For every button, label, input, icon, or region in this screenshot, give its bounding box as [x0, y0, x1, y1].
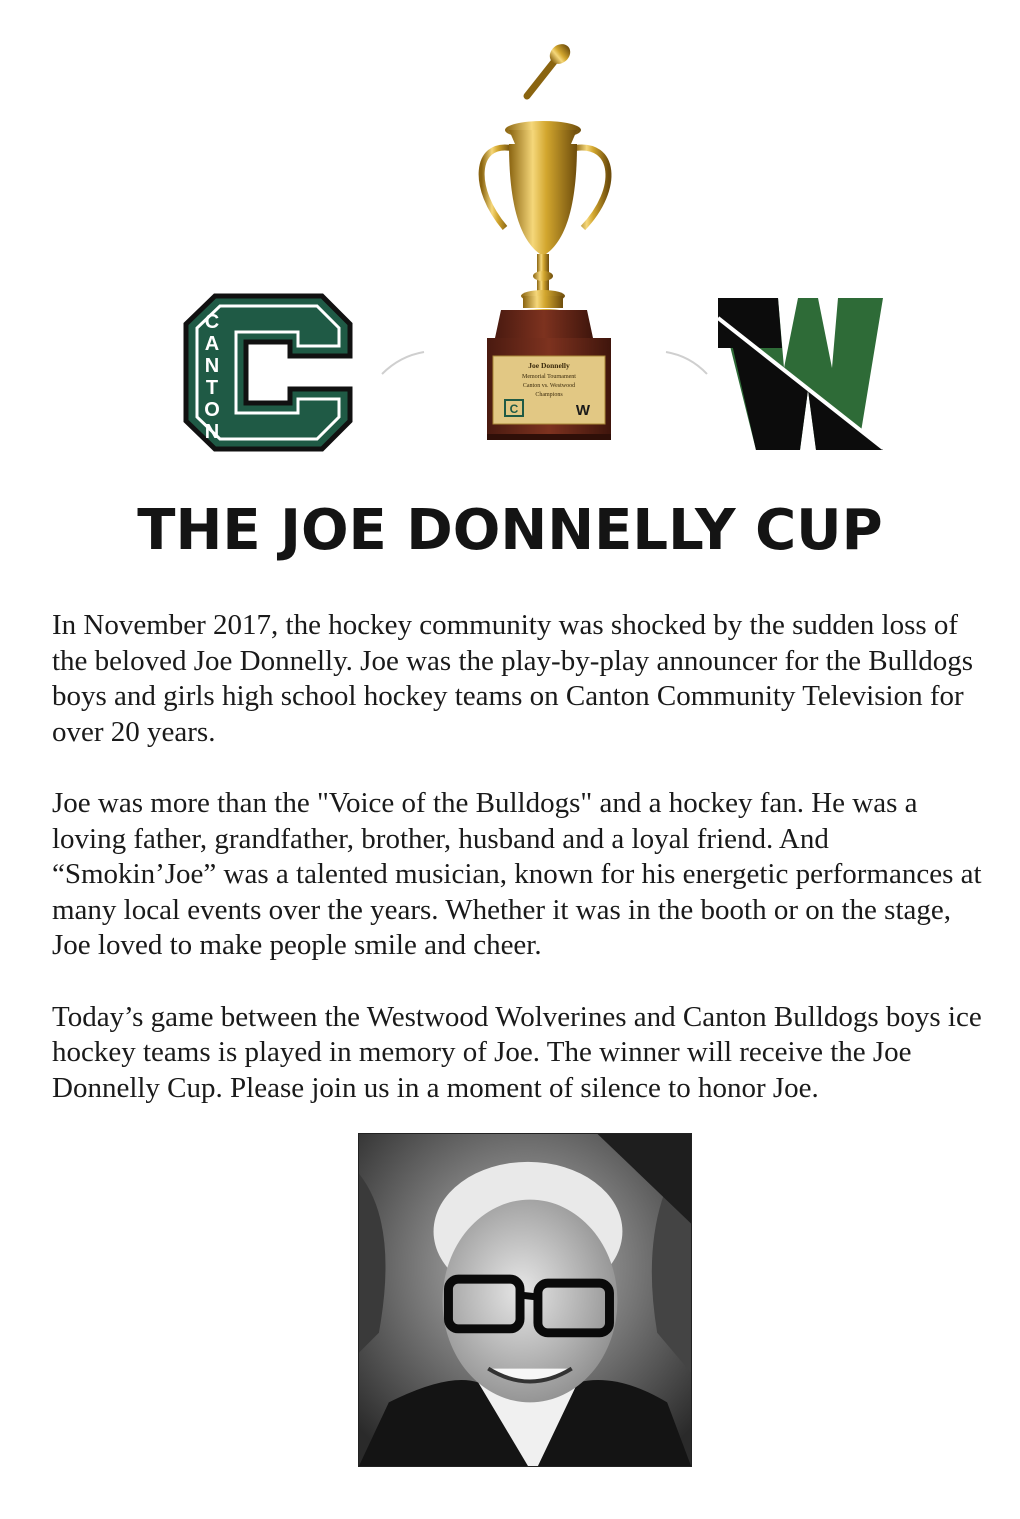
- plaque-line-2: Memorial Tournament: [522, 374, 576, 380]
- right-swoosh: [664, 350, 709, 376]
- trophy-image: [465, 38, 625, 443]
- left-swoosh: [380, 350, 425, 376]
- paragraph-3: Today’s game between the Westwood Wolverines and Canton Bulldogs boys ice hockey teams is played in memory of Joe. The winner will receive the Joe Donnelly Cup. Please join us in a moment of silence to honor Joe.: [52, 1000, 982, 1104]
- svg-text:A: A: [204, 333, 220, 355]
- svg-text:N: N: [204, 421, 220, 443]
- joe-donnelly-portrait: [358, 1133, 692, 1467]
- plaque-w-icon: W: [575, 402, 591, 419]
- svg-text:O: O: [204, 399, 220, 421]
- plaque-c-icon: C: [509, 402, 519, 416]
- body-text: [52, 608, 992, 1142]
- page-title: THE JOE DONNELLY CUP: [137, 498, 883, 563]
- plaque-line-3: Canton vs. Westwood: [522, 383, 576, 389]
- paragraph-1: In November 2017, the hockey community was shocked by the sudden loss of the beloved Joe Donnelly. Joe was the play-by-play announcer for the Bulldogs boys and girls high school hockey teams on Canton Community Television for over 20 years.: [52, 609, 974, 748]
- plaque-line-1: Joe Donnelly: [528, 361, 570, 370]
- svg-text:T: T: [205, 377, 219, 399]
- westwood-w-logo: [718, 298, 883, 450]
- canton-vertical-letter: C: [204, 311, 220, 333]
- microphone-icon: [527, 40, 574, 123]
- svg-text:N: N: [204, 355, 220, 377]
- plaque-line-4: Champions: [535, 392, 563, 398]
- paragraph-2: Joe was more than the "Voice of the Bulldogs" and a hockey fan. He was a loving father, grandfather, brother, husband and a loyal friend. And “Smokin’Joe” was a talented musician, known for his energetic performances at many local events over the years. Whether it was in the booth or on the stage, Joe loved to make people smile and cheer.: [52, 787, 982, 961]
- canton-c-logo: [180, 290, 355, 455]
